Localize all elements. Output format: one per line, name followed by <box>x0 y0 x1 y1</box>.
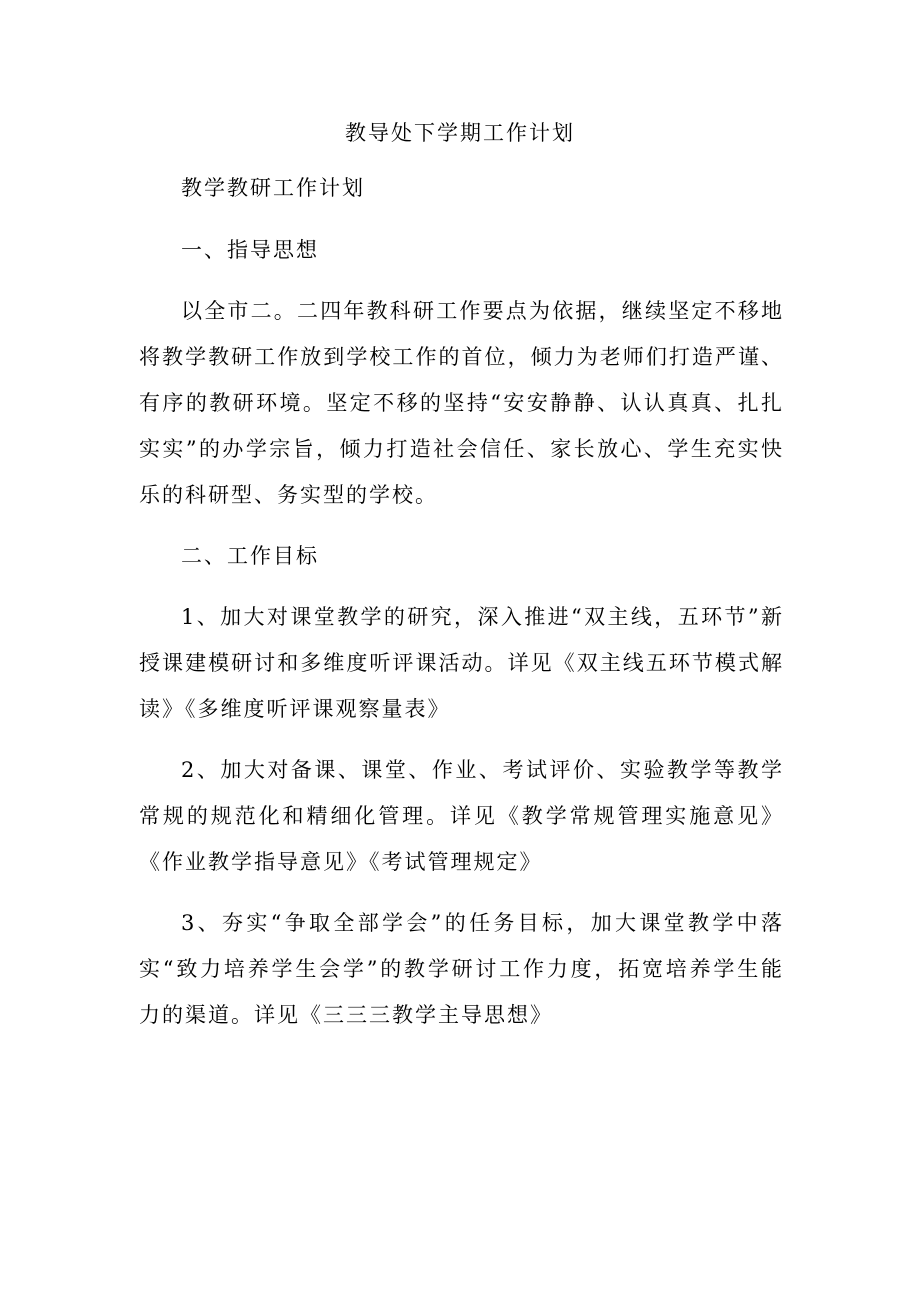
paragraph-goal-1: 1、加大对课堂教学的研究，深入推进“双主线，五环节”新授课建模研讨和多维度听评课活动。详见《双主线五环节模式解读》《多维度听评课观察量表》 <box>139 605 784 721</box>
paragraph-goal-3: 3、夯实“争取全部学会”的任务目标，加大课堂教学中落实“致力培养学生会学”的教学研讨工作力度，拓宽培养学生能力的渠道。详见《三三三教学主导思想》 <box>139 911 784 1027</box>
document-title: 教导处下学期工作计划 <box>345 121 575 145</box>
document-body <box>139 165 784 1053</box>
heading-work-goals: 二、工作目标 <box>181 544 319 568</box>
section-subtitle: 教学教研工作计划 <box>181 176 365 200</box>
heading-guiding-ideology: 一、指导思想 <box>181 238 319 262</box>
paragraph-goal-2: 2、加大对备课、课堂、作业、考试评价、实验教学等教学常规的规范化和精细化管理。详见《教学常规管理实施意见》《作业教学指导意见》《考试管理规定》 <box>139 758 784 874</box>
paragraph-guiding-ideology: 以全市二。二四年教科研工作要点为依据，继续坚定不移地将教学教研工作放到学校工作的首位，倾力为老师们打造严谨、有序的教研环境。坚定不移的坚持“安安静静、认认真真、扎扎实实”的办学宗旨，倾力打造社会信任、家长放心、学生充实快乐的科研型、务实型的学校。 <box>139 299 784 507</box>
